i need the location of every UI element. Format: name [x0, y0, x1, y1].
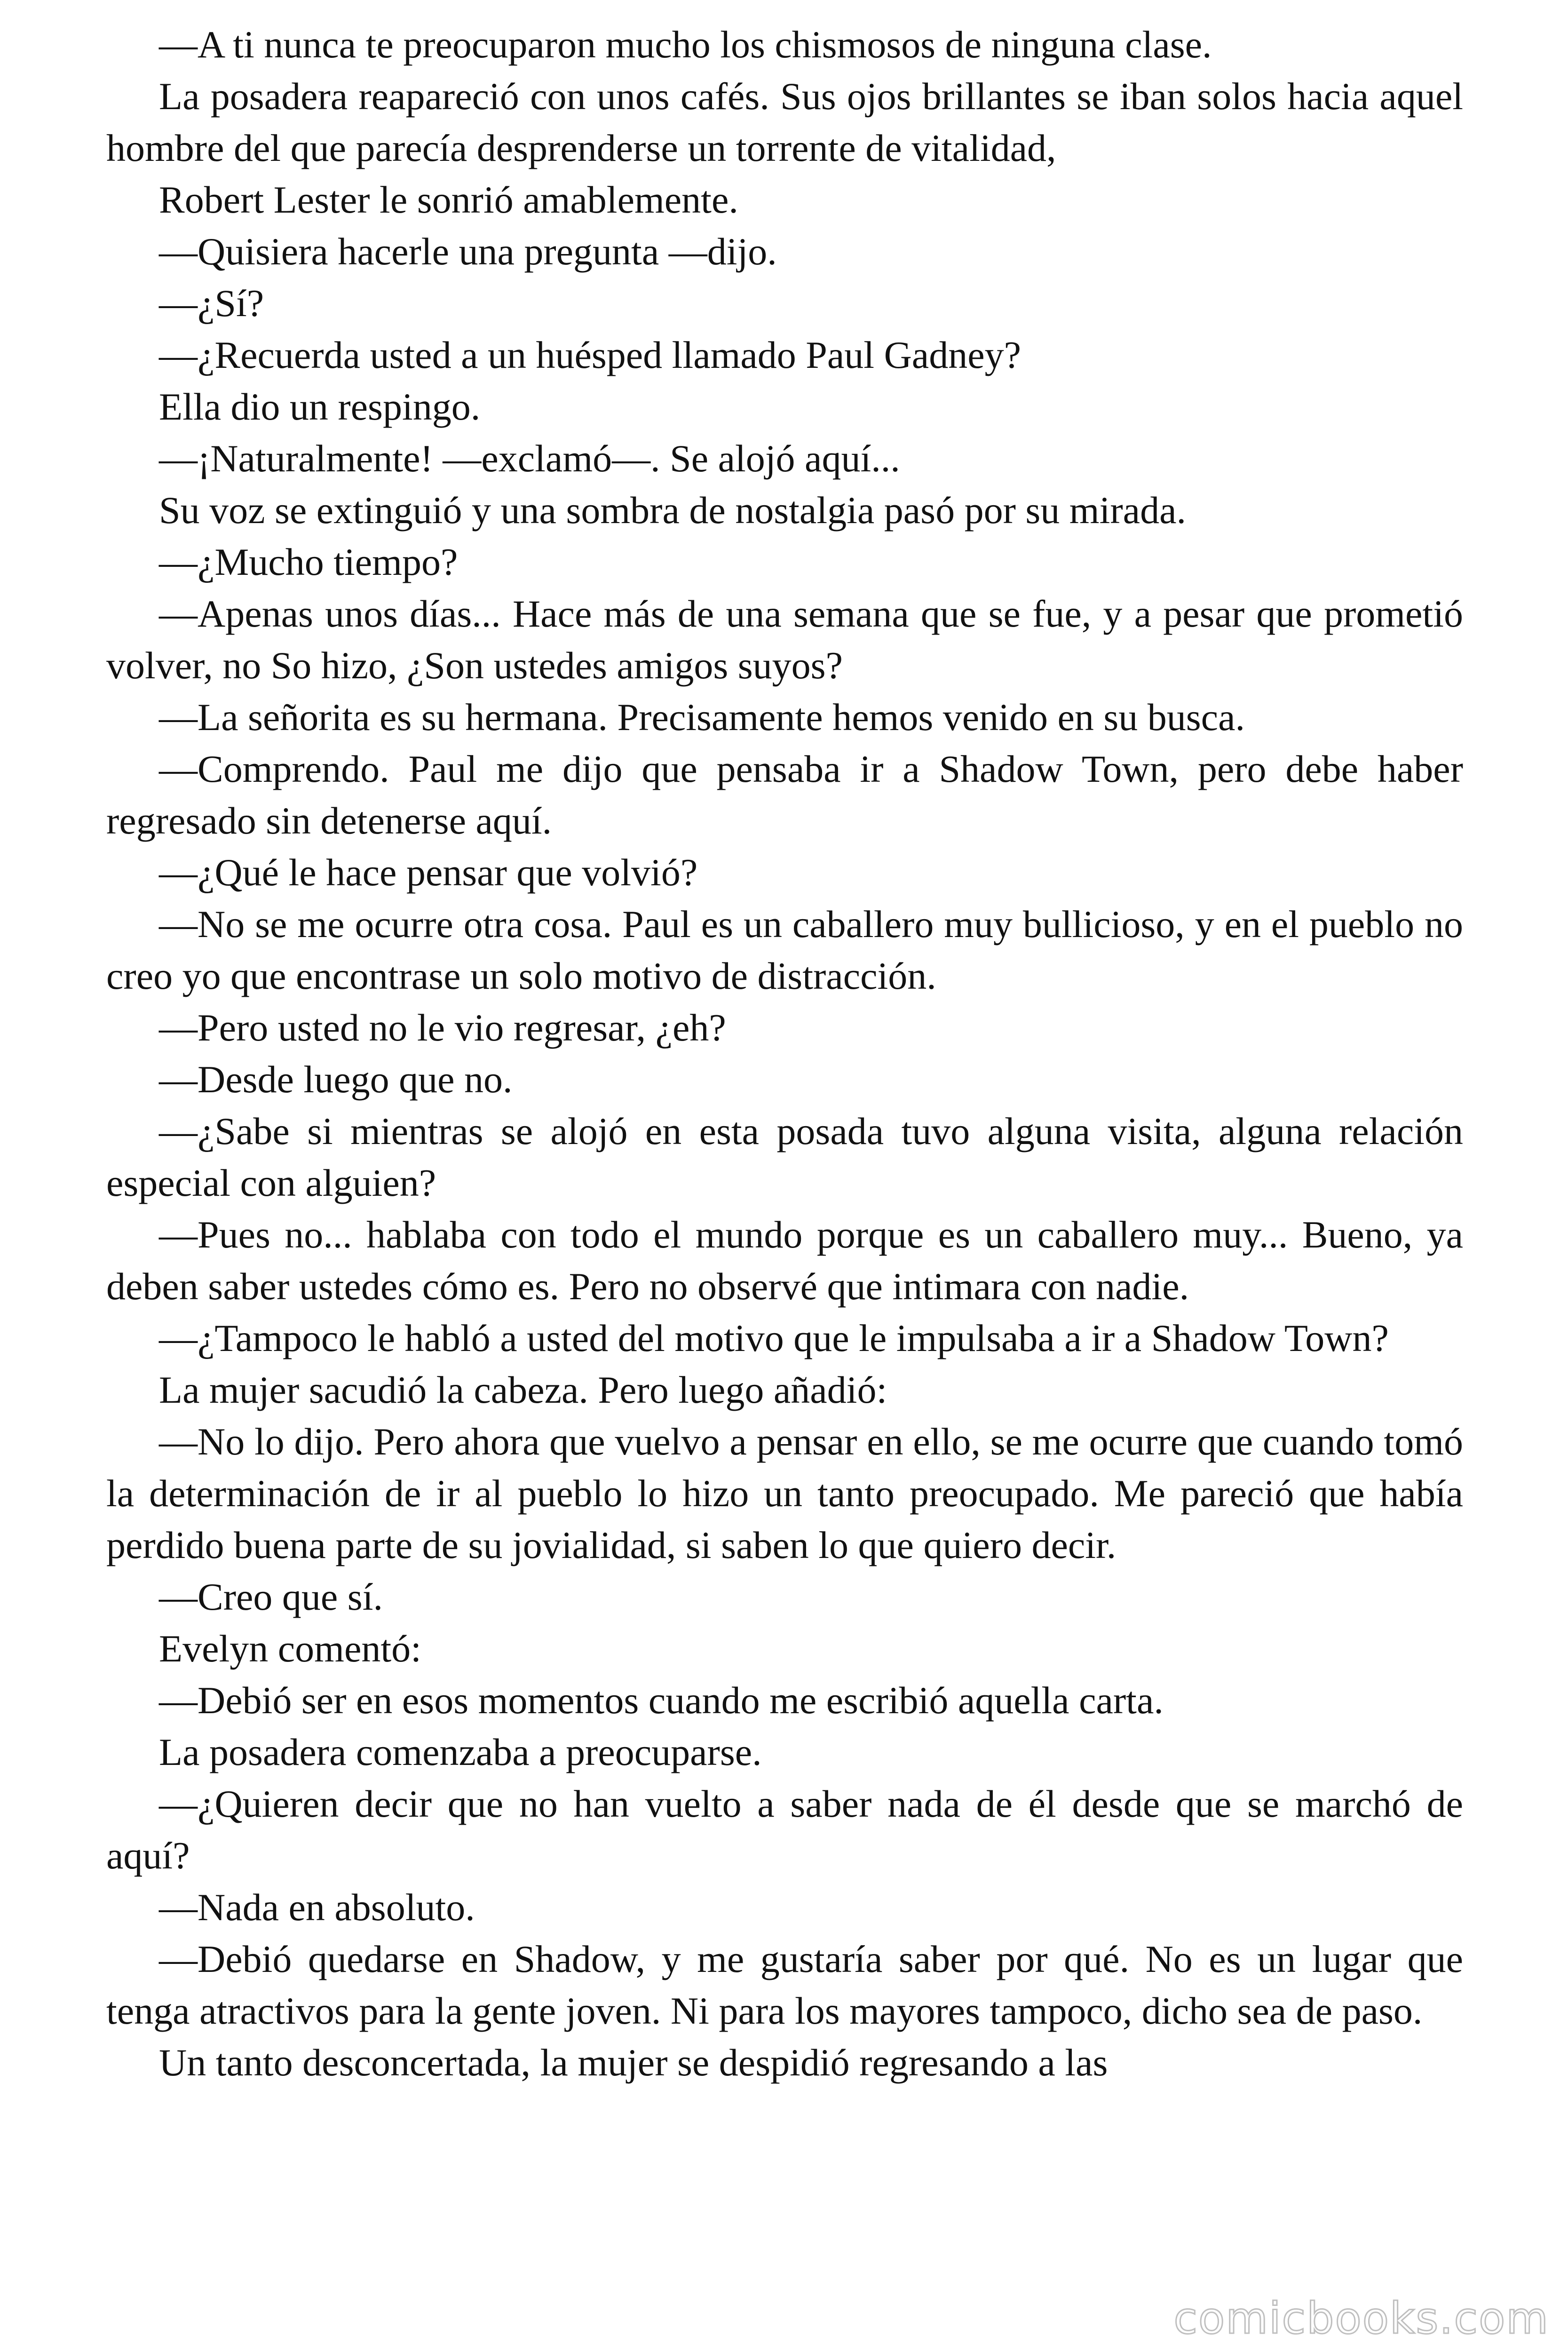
paragraph: —No lo dijo. Pero ahora que vuelvo a pensar en ello, se me ocurre que cuando tomó la determinación de ir al pueblo lo hizo un tanto preocupado. Me pareció que había perdido buena parte de su jovialidad, si saben lo que quiero decir. — [106, 1420, 1463, 1566]
page-body — [106, 19, 1463, 2324]
paragraph: —¿Recuerda usted a un huésped llamado Paul Gadney? — [159, 334, 1021, 376]
paragraph: —¿Mucho tiempo? — [159, 540, 458, 583]
paragraph: La posadera comenzaba a preocuparse. — [159, 1731, 762, 1773]
paragraph: —¿Sabe si mientras se alojó en esta posada tuvo alguna visita, alguna relación especial con alguien? — [106, 1110, 1463, 1204]
paragraph: —Quisiera hacerle una pregunta —dijo. — [159, 230, 777, 273]
paragraph: La mujer sacudió la cabeza. Pero luego añadió: — [159, 1368, 887, 1411]
paragraph: —Comprendo. Paul me dijo que pensaba ir a Shadow Town, pero debe haber regresado sin detenerse aquí. — [106, 747, 1463, 842]
paragraph: Ella dio un respingo. — [159, 385, 481, 428]
paragraph: —¿Sí? — [159, 282, 264, 325]
paragraph: —Nada en absoluto. — [159, 1886, 475, 1929]
paragraph: La posadera reapareció con unos cafés. Sus ojos brillantes se iban solos hacia aquel hombre del que parecía desprenderse un torrente de vitalidad, — [106, 75, 1463, 169]
paragraph: —Apenas unos días... Hace más de una semana que se fue, y a pesar que prometió volver, no So hizo, ¿Son ustedes amigos suyos? — [106, 592, 1463, 687]
paragraph: —No se me ocurre otra cosa. Paul es un caballero muy bullicioso, y en el pueblo no creo yo que encontrase un solo motivo de distracción. — [106, 903, 1463, 997]
paragraph: —Desde luego que no. — [159, 1058, 513, 1101]
paragraph: Evelyn comentó: — [159, 1627, 421, 1670]
paragraph: —¡Naturalmente! —exclamó—. Se alojó aquí... — [159, 437, 900, 480]
paragraph: —Pues no... hablaba con todo el mundo porque es un caballero muy... Bueno, ya deben saber ustedes cómo es. Pero no observé que intimara con nadie. — [106, 1213, 1463, 1308]
watermark: comicbooks.com — [1173, 2293, 1549, 2344]
paragraph: —Creo que sí. — [159, 1575, 383, 1618]
paragraph: —Debió quedarse en Shadow, y me gustaría saber por qué. No es un lugar que tenga atractivos para la gente joven. Ni para los mayores tampoco, dicho sea de paso. — [106, 1938, 1463, 2032]
paragraph: —¿Tampoco le habló a usted del motivo que le impulsaba a ir a Shadow Town? — [159, 1317, 1389, 1359]
paragraph: —¿Quieren decir que no han vuelto a saber nada de él desde que se marchó de aquí? — [106, 1782, 1463, 1877]
paragraph: Robert Lester le sonrió amablemente. — [159, 178, 738, 221]
paragraph: —Pero usted no le vio regresar, ¿eh? — [159, 1006, 726, 1049]
paragraph: —Debió ser en esos momentos cuando me escribió aquella carta. — [159, 1679, 1164, 1722]
paragraph: Un tanto desconcertada, la mujer se despidió regresando a las — [159, 2041, 1108, 2084]
paragraph: —¿Qué le hace pensar que volvió? — [159, 851, 698, 894]
paragraph: —La señorita es su hermana. Precisamente hemos venido en su busca. — [159, 696, 1245, 739]
paragraph: Su voz se extinguió y una sombra de nostalgia pasó por su mirada. — [159, 489, 1186, 532]
paragraph: —A ti nunca te preocuparon mucho los chismosos de ninguna clase. — [159, 23, 1212, 66]
